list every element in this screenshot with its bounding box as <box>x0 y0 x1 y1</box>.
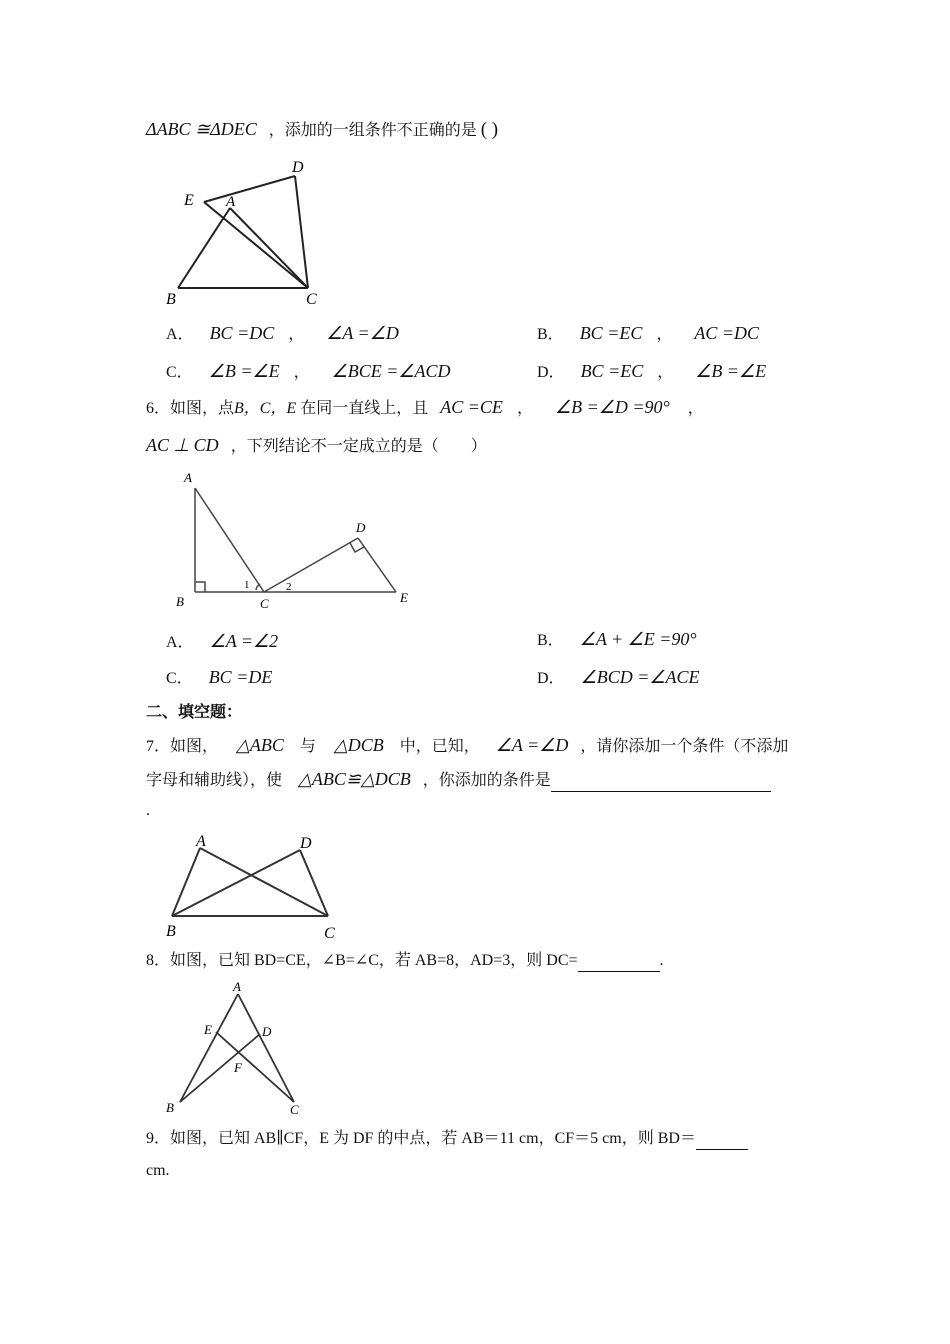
q7-line2a: 字母和辅助线），使 <box>146 772 283 789</box>
q6-option-d[interactable] <box>537 666 699 690</box>
q6-option-a[interactable] <box>166 630 278 654</box>
q6-comma2: ， <box>687 400 704 417</box>
q6-label-2: 2 <box>286 581 292 593</box>
q5-option-b-part1: BC =EC <box>579 323 643 343</box>
q7-text2: 与 <box>299 738 316 755</box>
q5-label-A: A <box>226 194 236 210</box>
q7-line2 <box>146 768 771 792</box>
q9-answer-blank[interactable] <box>696 1133 748 1150</box>
q7-math4: △ABC≌△DCB <box>298 769 411 789</box>
q8-text: 8．如图，已知 BD=CE，∠B=∠C，若 AB=8，AD=3，则 DC= <box>146 952 578 969</box>
q7-math2: △DCB <box>333 735 384 755</box>
q5-stem <box>146 118 498 142</box>
q6-option-c-math: BC =DE <box>208 667 273 687</box>
q6-option-b-math: ∠A + ∠E =90° <box>579 629 697 649</box>
q8-figure <box>160 978 310 1120</box>
q5-option-c-letter: C． <box>166 364 193 381</box>
q5-stem-math: ΔABC ≅ΔDEC <box>146 119 257 139</box>
q5-option-b-letter: B． <box>537 326 564 343</box>
q7-text4: ，请你添加一个条件（不添加 <box>580 738 789 755</box>
q6-label-A: A <box>184 470 192 485</box>
q5-option-b-part2: AC =DC <box>694 323 760 343</box>
q5-option-d-part1: BC =EC <box>580 361 644 381</box>
q8-label-C: C <box>290 1102 299 1117</box>
q6-text1: 如图，点 <box>170 400 235 417</box>
q6-math1: AC =CE <box>440 397 503 417</box>
q8-answer-blank[interactable] <box>578 955 660 972</box>
q5-label-B: B <box>166 291 176 308</box>
q8-label-A: A <box>233 979 241 994</box>
q6-text2: 在同一直线上，且 <box>300 400 429 417</box>
q6-math3: AC ⊥ CD <box>146 435 219 455</box>
q5-option-d-sep: ， <box>657 364 674 381</box>
q6-label-C: C <box>260 596 269 611</box>
q6-number: 6． <box>146 400 171 417</box>
q6-label-B: B <box>176 594 184 609</box>
q5-option-d-part2: ∠B =∠E <box>695 361 767 381</box>
q6-label-D: D <box>356 520 366 535</box>
q6-stem-line1 <box>146 396 704 420</box>
q6-math2: ∠B =∠D =90° <box>554 397 670 417</box>
q8-label-B: B <box>166 1100 174 1115</box>
q6-comma1: ， <box>516 400 533 417</box>
q7-figure <box>160 830 350 942</box>
q5-option-d[interactable] <box>537 360 766 384</box>
q9-text: 9．如图，已知 AB∥CF，E 为 DF 的中点，若 AB＝11 cm，CF＝5 cm，则 BD＝ <box>146 1130 696 1147</box>
q6-option-a-math: ∠A =∠2 <box>209 631 279 651</box>
q7-label-C: C <box>324 925 335 942</box>
q5-label-C: C <box>306 291 317 308</box>
q5-option-a-part1: BC =DC <box>209 323 275 343</box>
q8-end: . <box>659 952 664 969</box>
q7-text1: 如图， <box>170 738 219 755</box>
q5-option-a-sep: ， <box>288 326 305 343</box>
q8-label-E: E <box>204 1022 212 1037</box>
q7-answer-blank[interactable] <box>551 775 771 792</box>
q9-line2: cm. <box>146 1162 170 1179</box>
section-2-title: 二、填空题： <box>146 704 243 721</box>
q5-option-b-sep: ， <box>656 326 673 343</box>
q6-option-c-letter: C． <box>166 670 193 687</box>
q5-option-b[interactable] <box>537 322 759 346</box>
q5-label-E: E <box>184 192 194 209</box>
q7-line2b: ，你添加的条件是 <box>422 772 551 789</box>
q7-period: . <box>146 802 150 819</box>
q5-option-c-part1: ∠B =∠E <box>208 361 280 381</box>
q6-stem-line2 <box>146 434 487 458</box>
q8-label-D: D <box>262 1024 272 1039</box>
q6-figure <box>170 468 420 618</box>
q5-option-d-letter: D． <box>537 364 565 381</box>
q7-label-A: A <box>196 833 206 850</box>
q6-option-c[interactable] <box>166 666 272 690</box>
q5-option-a[interactable] <box>166 322 399 346</box>
q7-number: 7． <box>146 738 171 755</box>
q6-option-d-math: ∠BCD =∠ACE <box>580 667 700 687</box>
q9-text-line <box>146 1128 748 1150</box>
q7-math1: △ABC <box>236 735 284 755</box>
q6-option-a-letter: A． <box>166 634 194 651</box>
q6-option-b[interactable] <box>537 628 697 652</box>
q5-option-c-sep: ， <box>293 364 310 381</box>
q7-label-B: B <box>166 923 176 940</box>
q6-option-d-letter: D． <box>537 670 565 687</box>
q5-option-c[interactable] <box>166 360 451 384</box>
q6-points: B，C，E <box>234 400 297 417</box>
q5-paren: ( ) <box>480 119 499 140</box>
q7-line1 <box>146 734 788 758</box>
q7-label-D: D <box>300 835 312 852</box>
q8-text-line <box>146 950 664 972</box>
q6-label-1: 1 <box>244 579 250 591</box>
q8-label-F: F <box>234 1060 242 1075</box>
q5-figure <box>160 150 340 310</box>
q7-math3: ∠A =∠D <box>495 735 569 755</box>
q7-text3: 中，已知， <box>399 738 480 755</box>
q5-option-a-part2: ∠A =∠D <box>326 323 399 343</box>
q6-label-E: E <box>400 590 408 605</box>
q5-option-c-part2: ∠BCE =∠ACD <box>331 361 451 381</box>
q6-text3: ，下列结论不一定成立的是（ ） <box>230 438 487 455</box>
q5-stem-text: ，添加的一组条件不正确的是 <box>268 122 477 139</box>
q5-option-a-letter: A． <box>166 326 194 343</box>
q5-label-D: D <box>292 159 304 176</box>
q6-option-b-letter: B． <box>537 632 564 649</box>
